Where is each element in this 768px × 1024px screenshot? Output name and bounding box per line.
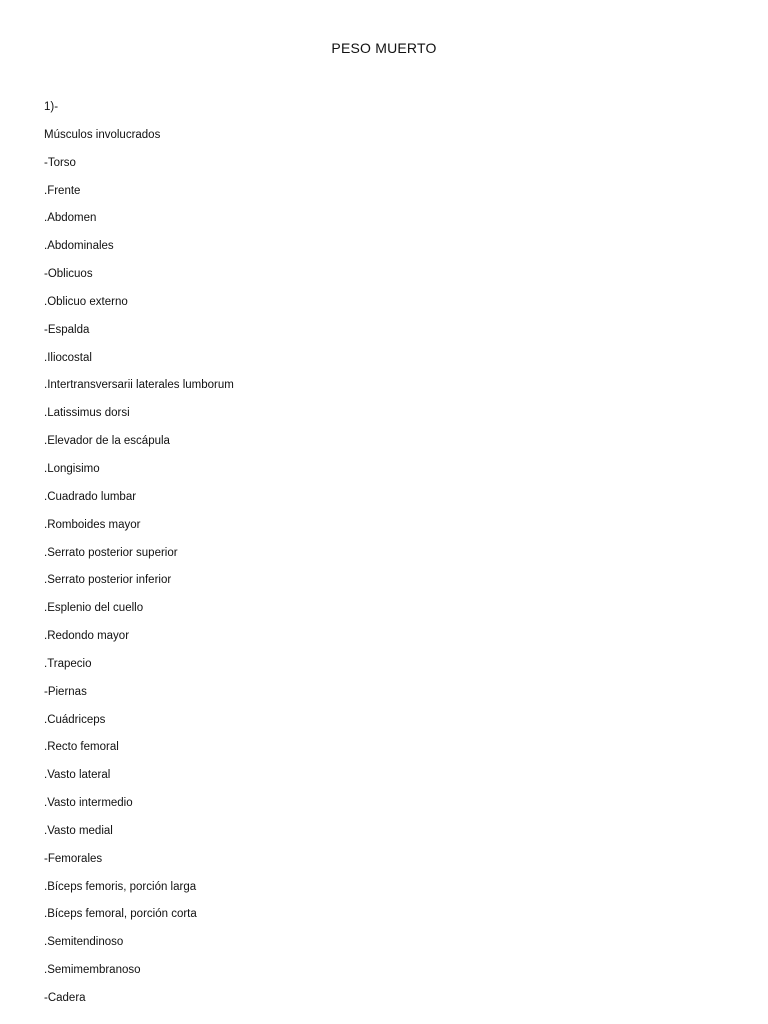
document-line: .Intertransversarii laterales lumborum (44, 379, 234, 392)
document-line: .Cuadrado lumbar (44, 490, 137, 503)
document-line: .Semimembranoso (44, 964, 141, 977)
document-body (44, 97, 234, 1016)
document-line: .Semitendinoso (44, 936, 124, 949)
document-line: .Oblicuo externo (44, 295, 128, 308)
document-line: -Cadera (44, 992, 86, 1004)
document-line: .Esplenio del cuello (44, 602, 144, 615)
document-line: .Romboides mayor (44, 518, 141, 531)
document-line: .Serrato posterior superior (44, 546, 178, 559)
document-line: .Abdominales (44, 240, 114, 253)
document-line: .Elevador de la escápula (44, 435, 170, 448)
document-line: .Iliocostal (44, 351, 92, 364)
document-line: .Longisimo (44, 462, 100, 475)
document-line: .Latissimus dorsi (44, 407, 130, 420)
document-line: .Trapecio (44, 657, 92, 670)
document-line: .Vasto lateral (44, 769, 111, 782)
document-line: .Cuádriceps (44, 713, 106, 726)
document-line: .Redondo mayor (44, 630, 130, 643)
document-line: Músculos involucrados (44, 128, 161, 141)
document-line: -Piernas (44, 685, 87, 698)
document-line: .Bíceps femoral, porción corta (44, 908, 197, 921)
document-line: .Bíceps femoris, porción larga (44, 880, 197, 893)
document-line: .Recto femoral (44, 741, 119, 754)
document-line: .Vasto medial (44, 824, 113, 837)
document-line: -Espalda (44, 323, 90, 336)
document-line: .Vasto intermedio (44, 797, 133, 810)
document-line: .Frente (44, 184, 81, 197)
document-line: -Torso (44, 156, 76, 169)
document-line: -Femorales (44, 852, 103, 865)
document-line: 1)- (44, 101, 59, 113)
document-line: .Serrato posterior inferior (44, 574, 172, 587)
document-line: .Abdomen (44, 212, 97, 225)
document-title: PESO MUERTO (331, 40, 437, 56)
document-line: -Oblicuos (44, 268, 93, 281)
